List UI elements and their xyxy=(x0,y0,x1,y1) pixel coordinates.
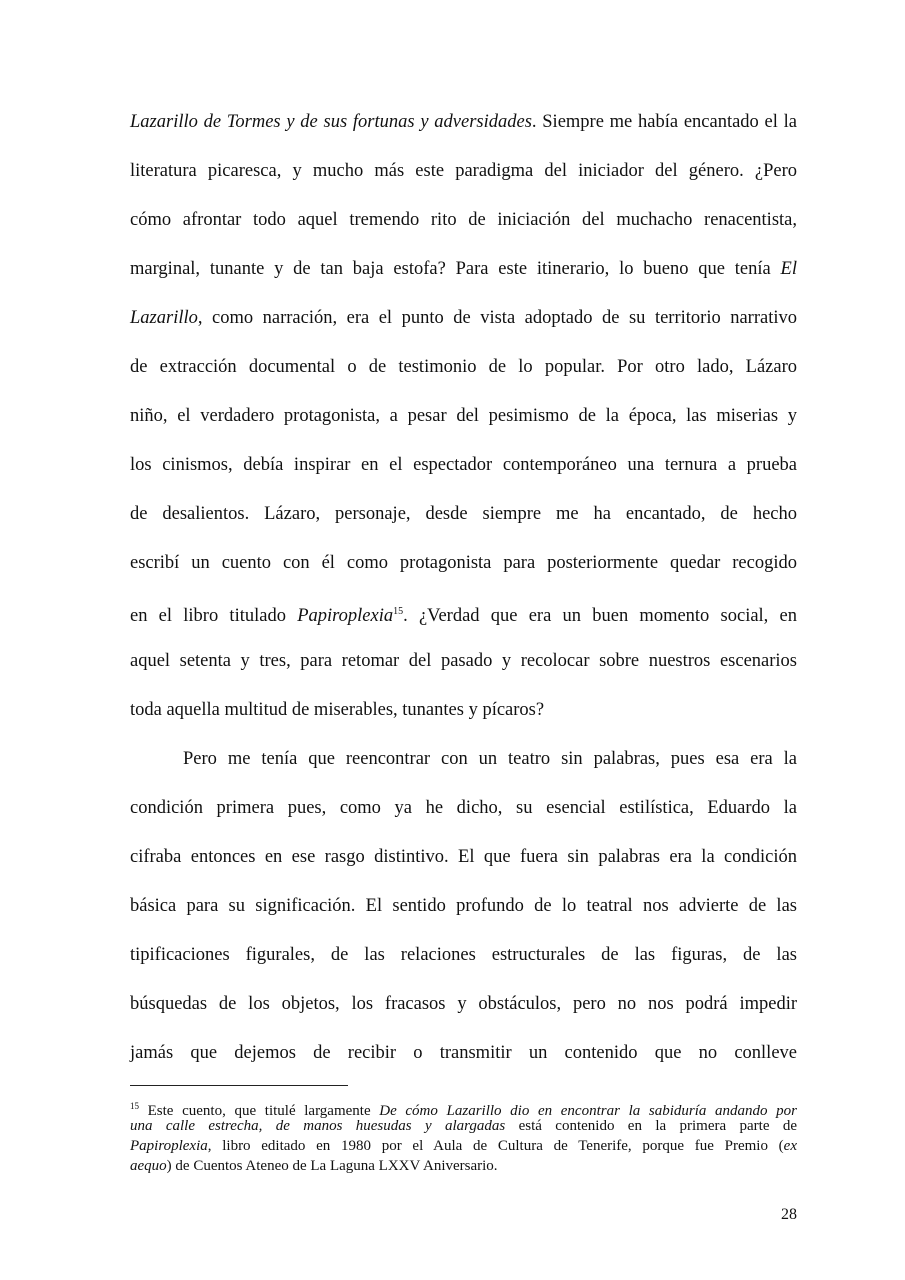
text-line: en el libro titulado Papiroplexia$^{15}$. ¿Verdad que era un buen momento social, en xyxy=(130,606,797,626)
text-line: Lazarillo de Tormes y de sus fortunas y adversidades. Siempre me había encantado el la xyxy=(130,112,797,132)
text-line: cifraba entonces en ese rasgo distintivo. El que fuera sin palabras era la condición xyxy=(130,847,797,867)
text-line: de extracción documental o de testimonio de lo popular. Por otro lado, Lázaro xyxy=(130,357,797,377)
text-line: tipificaciones figurales, de las relaciones estructurales de las figuras, de las xyxy=(130,945,797,965)
text-line: literatura picaresca, y mucho más este paradigma del iniciador del género. ¿Pero xyxy=(130,161,797,181)
footnote-line: Papiroplexia, libro editado en 1980 por el Aula de Cultura de Tenerife, porque fue Premio (ex xyxy=(130,1138,797,1154)
text-line: marginal, tunante y de tan baja estofa? Para este itinerario, lo bueno que tenía El xyxy=(130,259,797,279)
text-line: Pero me tenía que reencontrar con un teatro sin palabras, pues esa era la xyxy=(183,749,797,769)
text-line: búsquedas de los objetos, los fracasos y obstáculos, pero no nos podrá impedir xyxy=(130,994,797,1014)
text-line: básica para su significación. El sentido profundo de lo teatral nos advierte de las xyxy=(130,896,797,916)
footnote-line: $^{15}$ Este cuento, que titulé largamente De cómo Lazarillo dio en encontrar la sabiduría andando por xyxy=(130,1101,798,1119)
text-line: toda aquella multitud de miserables, tunantes y pícaros? xyxy=(130,700,545,720)
text-line: niño, el verdadero protagonista, a pesar del pesimismo de la época, las miserias y xyxy=(130,406,797,426)
text-line: jamás que dejemos de recibir o transmitir un contenido que no conlleve xyxy=(130,1043,797,1063)
text-line: los cinismos, debía inspirar en el espectador contemporáneo una ternura a prueba xyxy=(130,455,797,475)
text-line: aquel setenta y tres, para retomar del pasado y recolocar sobre nuestros escenarios xyxy=(130,651,797,671)
footnote-separator xyxy=(130,1085,348,1086)
page-number: 28 xyxy=(781,1206,797,1223)
footnote-line: una calle estrecha, de manos huesudas y alargadas está contenido en la primera parte de xyxy=(130,1118,797,1134)
footnote-line: aequo) de Cuentos Ateneo de La Laguna LXXV Aniversario. xyxy=(130,1158,498,1174)
footnote-reference[interactable]: 15 xyxy=(393,606,404,617)
text-line: cómo afrontar todo aquel tremendo rito de iniciación del muchacho renacentista, xyxy=(130,210,797,230)
text-line: condición primera pues, como ya he dicho, su esencial estilística, Eduardo la xyxy=(130,798,797,818)
text-line: de desalientos. Lázaro, personaje, desde siempre me ha encantado, de hecho xyxy=(130,504,797,524)
text-line: escribí un cuento con él como protagonista para posteriormente quedar recogido xyxy=(130,553,797,573)
footnote-mark: 15 xyxy=(130,1101,139,1111)
text-line: Lazarillo, como narración, era el punto de vista adoptado de su territorio narrativo xyxy=(130,308,797,328)
